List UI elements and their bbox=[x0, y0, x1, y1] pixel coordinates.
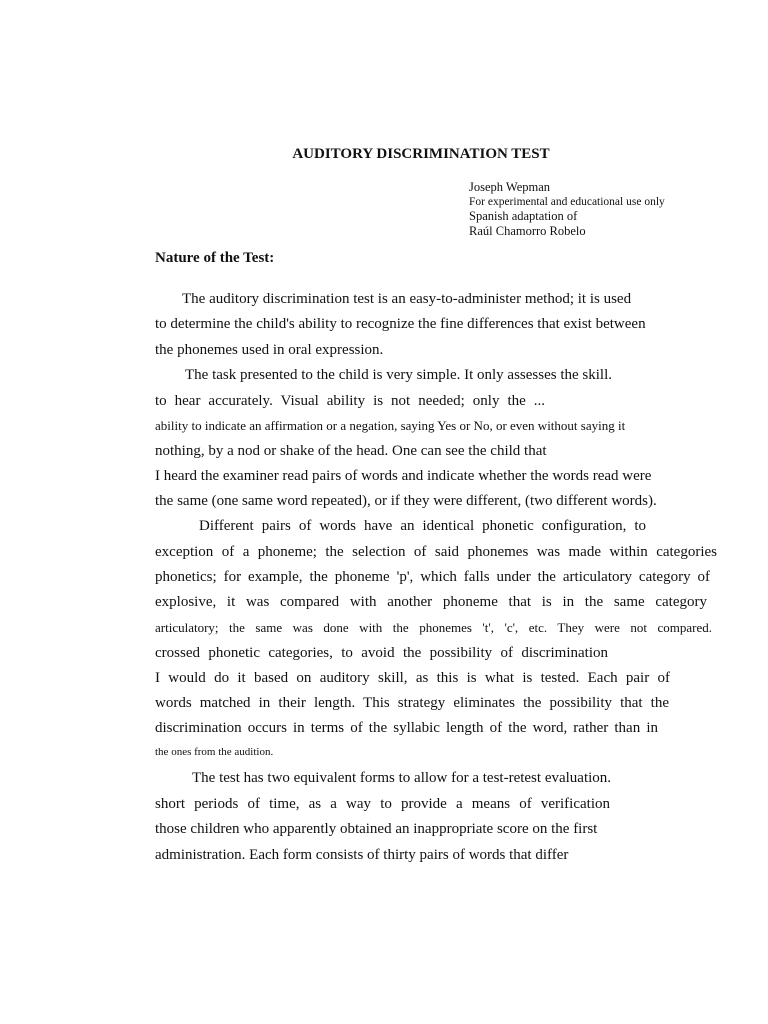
text-line: The test has two equivalent forms to allow for a test-retest evaluation. bbox=[192, 770, 612, 786]
text-line: explosive, it was compared with another phoneme that is in the same category bbox=[155, 594, 707, 610]
adapter-name: Raúl Chamorro Robelo bbox=[469, 223, 586, 238]
text-line: The auditory discrimination test is an easy-to-administer method; it is used bbox=[182, 291, 632, 307]
text-line: The task presented to the child is very simple. It only assesses the skill. bbox=[185, 367, 613, 383]
text-line: those children who apparently obtained an inappropriate score on the first bbox=[155, 821, 598, 837]
document-title: AUDITORY DISCRIMINATION TEST bbox=[292, 146, 550, 162]
text-line: to determine the child's ability to recognize the fine differences that exist between bbox=[155, 316, 646, 332]
text-line: the phonemes used in oral expression. bbox=[155, 342, 384, 358]
author-block bbox=[469, 180, 665, 238]
text-line: nothing, by a nod or shake of the head. One can see the child that bbox=[155, 443, 547, 459]
text-line: words matched in their length. This strategy eliminates the possibility that the bbox=[155, 695, 669, 711]
text-line: administration. Each form consists of thirty pairs of words that differ bbox=[155, 847, 569, 863]
adaptation-label: Spanish adaptation of bbox=[469, 209, 578, 223]
text-line: I heard the examiner read pairs of words and indicate whether the words read were bbox=[155, 468, 652, 484]
text-line: Different pairs of words have an identical phonetic configuration, to bbox=[199, 518, 646, 534]
text-line: ability to indicate an affirmation or a negation, saying Yes or No, or even without saying it bbox=[155, 418, 626, 433]
text-line: articulatory; the same was done with the phonemes 't', 'c', etc. They were not compared. bbox=[155, 620, 712, 635]
text-line: crossed phonetic categories, to avoid the possibility of discrimination bbox=[155, 645, 608, 661]
text-line: short periods of time, as a way to provide a means of verification bbox=[155, 796, 610, 812]
text-line: phonetics; for example, the phoneme 'p', which falls under the articulatory category of bbox=[155, 569, 710, 585]
text-line: discrimination occurs in terms of the syllabic length of the word, rather than in bbox=[155, 720, 658, 736]
author-name: Joseph Wepman bbox=[469, 180, 551, 194]
text-line: the ones from the audition. bbox=[155, 746, 274, 758]
text-line: exception of a phoneme; the selection of said phonemes was made within categories bbox=[155, 544, 717, 560]
section-heading: Nature of the Test: bbox=[155, 250, 275, 266]
text-line: to hear accurately. Visual ability is not needed; only the ... bbox=[155, 393, 545, 409]
usage-note: For experimental and educational use only bbox=[469, 195, 665, 208]
text-line: the same (one same word repeated), or if they were different, (two different words). bbox=[155, 493, 657, 509]
text-line: I would do it based on auditory skill, as this is what is tested. Each pair of bbox=[155, 670, 670, 686]
